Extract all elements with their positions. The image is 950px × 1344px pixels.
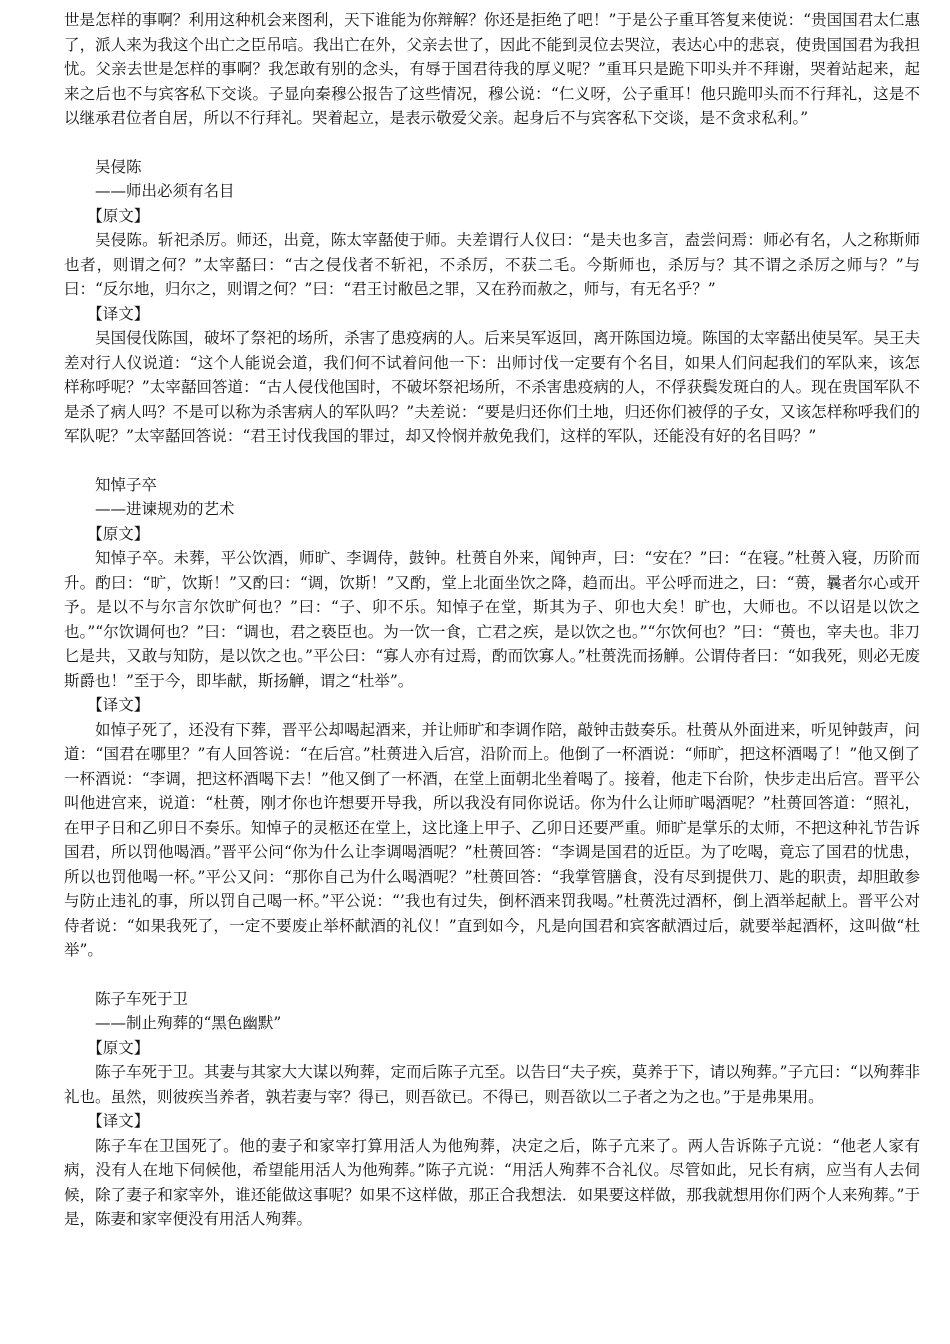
original-text-label: 【原文】 [87, 524, 150, 543]
translation-text: 陈子车在卫国死了。他的妻子和家宰打算用活人为他殉葬，决定之后，陈子亢来了。两人告诉陈子亢说：“他老人家有病，没有人在地下伺候他，希望能用活人为他殉葬。”陈子亢说：“用活人殉葬不合礼仪。尽管如此，兄长有病，应当有人去伺候，除了妻子和家宰外，谁还能做这事呢？如果不这样做，那正合我想法．如果要这样做，那我就想用你们两个人来殉葬。”于是，陈妻和家宰便没有用活人殉葬。 [64, 1136, 920, 1228]
translation-text: 吴国侵伐陈国，破坏了祭祀的场所，杀害了患疫病的人。后来吴军返回，离开陈国边境。陈国的太宰嚭出使吴军。吴王夫差对行人仪说道：“这个人能说会道，我们何不试着问他一下：出师讨伐一定要有个名目，如果人们问起我们的军队来，该怎样称呼呢？”太宰嚭回答道：“古人侵伐他国时，不破坏祭祀场所，不杀害患疫病的人，不俘获鬓发斑白的人。现在贵国军队不是杀了病人吗？不是可以称为杀害病人的军队吗？”夫差说：“要是归还你们土地，归还你们被俘的子女，又该怎样称呼我们的军队呢？”太宰嚭回答说：“君王讨伐我国的罪过，却又怜悯并赦免我们，这样的军队，还能没有好的名目吗？” [64, 329, 920, 445]
section-subtitle: ——进谏规劝的艺术 [95, 500, 235, 518]
section-title: 吴侵陈 [95, 157, 142, 176]
original-text-label: 【原文】 [87, 206, 150, 225]
intro-paragraph: 世是怎样的事啊？利用这种机会来图利，天下谁能为你辩解？你还是拒绝了吧！”于是公子重耳答复来使说：“贵国国君太仁惠了，派人来为我这个出亡之臣吊唁。我出亡在外，父亲去世了，因此不能到灵位去哭泣，表达心中的悲哀，使贵国国君为我担忧。父亲去世是怎样的事啊？我怎敢有别的念头，有辱于国君待我的厚义呢？”重耳只是跪下叩头并不拜谢，哭着站起来，起来之后也不与宾客私下交谈。子显向秦穆公报告了这些情况，穆公说：“仁义呀，公子重耳！他只跪叩头而不行拜礼，这是不以继承君位者自居，所以不行拜礼。哭着起立，是表示敬爱父亲。起身后不与宾客私下交谈，是不贪求私利。” [64, 11, 920, 127]
section-chen-zi-che [64, 987, 920, 1232]
original-text-label: 【原文】 [87, 1038, 150, 1057]
section-wu-qin-chen [64, 155, 920, 449]
document-page [64, 8, 920, 1232]
section-subtitle: ——师出必须有名目 [95, 182, 235, 200]
original-text: 吴侵陈。斩祀杀厉。师还，出竟，陈太宰嚭使于师。夫差谓行人仪曰：“是夫也多言，盍尝问焉：师必有名，人之称斯师也者，则谓之何？”太宰嚭曰：“古之侵伐者不斩祀，不杀厉，不获二毛。今斯师也，杀厉与？其不谓之杀厉之师与？”与曰：“反尔地，归尔之，则谓之何？”曰：“君王讨敝邑之罪，又在矜而赦之，师与，有无名乎？” [64, 231, 920, 298]
original-text: 陈子车死于卫。其妻与其家大大谋以殉葬，定而后陈子亢至。以告曰“夫子疾，莫养于下，请以殉葬。”子亢曰：“以殉葬非礼也。虽然，则彼疾当养者，孰若妻与宰？得已，则吾欲已。不得已，则吾欲以二子者之为之也。”于是弗果用。 [64, 1063, 920, 1106]
section-title: 知悼子卒 [95, 475, 158, 494]
translation-label: 【译文】 [87, 304, 150, 323]
section-zhi-dao-zi-zu [64, 473, 920, 963]
translation-label: 【译文】 [87, 696, 150, 714]
original-text: 知悼子卒。未葬，平公饮酒，师旷、李调侍，鼓钟。杜蒉自外来，闻钟声，曰：“安在？”曰：“在寝。”杜蒉入寝，历阶而升。酌曰：“旷，饮斯！”又酌曰：“调，饮斯！”又酌，堂上北面坐饮之降，趋而出。平公呼而进之，曰：“蒉，曩者尔心或开予。是以不与尔言尔饮旷何也？”曰：“子、卯不乐。知悼子在堂，斯其为子、卯也大矣！旷也，大师也。不以诏是以饮之也。”“尔饮调何也？”曰：“调也，君之亵臣也。为一饮一食，亡君之疾，是以饮之也。”“尔饮何也？”曰：“蒉也，宰夫也。非刀匕是共，又敢与知防，是以饮之也。”平公曰：“寡人亦有过焉，酌而饮寡人。”杜蒉洗而扬觯。公谓侍者曰：“如我死，则必无废斯爵也！”至于今，即毕献，斯扬觯，谓之“杜举”。 [64, 549, 920, 690]
translation-text: 如悼子死了，还没有下葬，晋平公却喝起酒来，并让师旷和李调作陪，敲钟击鼓奏乐。杜蒉从外面进来，听见钟鼓声，问道：“国君在哪里？”有人回答说：“在后宫。”杜蒉进入后宫，沿阶而上。他倒了一杯酒说：“师旷，把这杯酒喝了！”他又倒了一杯酒说：“李调，把这杯酒喝下去！”他又倒了一杯酒，在堂上面朝北坐着喝了。接着，他走下台阶，快步走出后宫。晋平公叫他进宫来，说道：“杜蒉，刚才你也许想要开导我，所以我没有同你说话。你为什么让师旷喝酒呢？”杜蒉回答道：“照礼，在甲子日和乙卯日不奏乐。知悼子的灵柩还在堂上，这比逢上甲子、乙卯日还要严重。师旷是掌乐的太师，不把这种礼节告诉国君，所以罚他喝酒。”晋平公问“你为什么让李调喝酒呢？”杜蒉回答：“李调是国君的近臣。为了吃喝，竟忘了国君的忧患，所以也罚他喝一杯。”平公又问：“那你自己为什么喝酒呢？”杜蒉回答：“我掌管膳食，没有尽到提供刀、匙的职责，却胆敢参与防止违礼的事，所以罚自己喝一杯。”平公说：“’我也有过失，倒杯酒来罚我喝。”杜蒉洗过酒杯，倒上酒举起献上。晋平公对侍者说：“如果我死了，一定不要废止举杯献酒的礼仪！”直到如今，凡是向国君和宾客献酒过后，就要举起酒杯，这叫做“杜举”。 [64, 720, 920, 959]
section-subtitle: ——制止殉葬的“黑色幽默” [95, 1014, 282, 1032]
section-title: 陈子车死于卫 [95, 989, 189, 1008]
translation-label: 【译文】 [87, 1112, 150, 1130]
